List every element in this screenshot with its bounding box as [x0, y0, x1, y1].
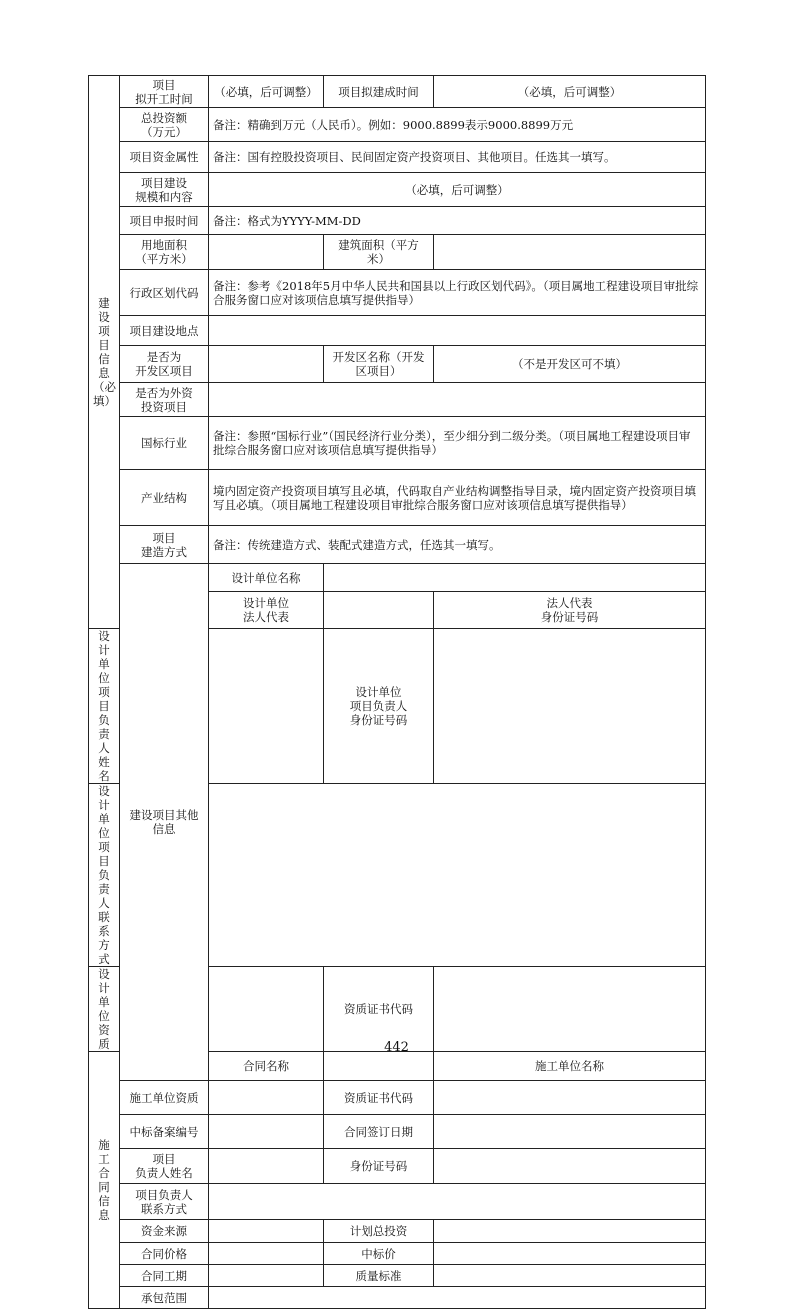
section-project-info [89, 76, 120, 629]
build-mode-field[interactable]: 备注：传统建造方式、装配式建造方式，任选其一填写。 [209, 526, 706, 564]
contract-price-field[interactable] [209, 1243, 324, 1265]
structure-field[interactable]: 境内固定资产投资项目填写且必填，代码取自产业结构调整指导目录，境内固定资产投资项目填写且必填。（项目属地工程建设项目审批综合服务窗口应对该项信息填写提供指导） [209, 470, 706, 526]
bid-record-label: 中标备案编号 [120, 1115, 209, 1149]
section-design-info [120, 564, 209, 1081]
fund-source-field[interactable] [209, 1220, 324, 1243]
apply-time-field[interactable]: 备注：格式为YYYY-MM-DD [209, 207, 706, 235]
foreign-label: 是否为外资 投资项目 [120, 383, 209, 417]
design-manager-contact-field[interactable] [209, 784, 706, 967]
design-manager-id-label: 设计单位 项目负责人 身份证号码 [324, 629, 434, 784]
dev-zone-label: 是否为 开发区项目 [120, 346, 209, 383]
location-label: 项目建设地点 [120, 316, 209, 346]
contract-name-label: 合同名称 [209, 1052, 324, 1081]
design-unit-name-field[interactable] [324, 564, 706, 592]
contract-price-label: 合同价格 [120, 1243, 209, 1265]
industry-field[interactable]: 备注：参照“国标行业”（国民经济行业分类），至少细分到二级分类。（项目属地工程建设项目审批综合服务窗口应对该项信息填写提供指导） [209, 417, 706, 470]
quality-field[interactable] [434, 1265, 706, 1287]
contract-name-field[interactable] [324, 1052, 434, 1081]
fund-source-label: 资金来源 [120, 1220, 209, 1243]
dev-zone-field[interactable] [209, 346, 324, 383]
land-area-label: 用地面积 （平方米） [120, 235, 209, 270]
contract-cert-code-label: 资质证书代码 [324, 1081, 434, 1115]
builder-qual-field[interactable] [209, 1081, 324, 1115]
bid-price-label: 中标价 [324, 1243, 434, 1265]
section-contract-info-label: 施工合同信息 [98, 1138, 110, 1222]
dev-zone-name-label: 开发区名称（开发 区项目） [324, 346, 434, 383]
fund-attr-label: 项目资金属性 [120, 142, 209, 173]
fund-attr-field[interactable]: 备注：国有控股投资项目、民间固定资产投资项目、其他项目。任选其一填写。 [209, 142, 706, 173]
scope-label: 承包范围 [120, 1287, 209, 1309]
land-area-field[interactable] [209, 235, 324, 270]
contract-manager-name-field[interactable] [209, 1149, 324, 1184]
industry-label: 国标行业 [120, 417, 209, 470]
contract-manager-name-label: 项目 负责人姓名 [120, 1149, 209, 1184]
planned-invest-field[interactable] [434, 1220, 706, 1243]
builder-name-label: 施工单位名称 [434, 1052, 706, 1081]
dev-zone-name-field[interactable]: （不是开发区可不填） [434, 346, 706, 383]
scale-label: 项目建设 规模和内容 [120, 173, 209, 207]
start-time-label: 项目 拟开工时间 [120, 76, 209, 108]
sign-date-label: 合同签订日期 [324, 1115, 434, 1149]
builder-qual-label: 施工单位资质 [120, 1081, 209, 1115]
design-qualification-label: 设计单位资质 [89, 967, 120, 1052]
sign-date-field[interactable] [434, 1115, 706, 1149]
planned-invest-label: 计划总投资 [324, 1220, 434, 1243]
quality-label: 质量标准 [324, 1265, 434, 1287]
project-info-form [88, 75, 706, 1309]
section-design-info-label: 建设项目其他信息 [129, 808, 199, 836]
design-manager-id-field[interactable] [434, 629, 706, 784]
contract-id-number-label: 身份证号码 [324, 1149, 434, 1184]
building-area-field[interactable] [434, 235, 706, 270]
start-time-field[interactable]: （必填，后可调整） [209, 76, 324, 108]
end-time-label: 项目拟建成时间 [324, 76, 434, 108]
investment-field[interactable]: 备注：精确到万元（人民币）。例如：9000.8899表示9000.8899万元 [209, 108, 706, 142]
section-project-info-label: 建设项目信息（必填） [93, 296, 116, 408]
page-number: 442 [384, 1040, 409, 1055]
contract-period-label: 合同工期 [120, 1265, 209, 1287]
design-unit-name-label: 设计单位名称 [209, 564, 324, 592]
scale-field[interactable]: （必填，后可调整） [209, 173, 706, 207]
contract-manager-contact-label: 项目负责人 联系方式 [120, 1184, 209, 1220]
design-cert-code-field[interactable] [434, 967, 706, 1052]
design-legal-id-label: 法人代表 身份证号码 [434, 592, 706, 629]
contract-period-field[interactable] [209, 1265, 324, 1287]
build-mode-label: 项目 建造方式 [120, 526, 209, 564]
scope-field[interactable] [209, 1287, 706, 1309]
building-area-label: 建筑面积（平方 米） [324, 235, 434, 270]
section-contract-info [89, 1052, 120, 1309]
apply-time-label: 项目申报时间 [120, 207, 209, 235]
design-legal-rep-field[interactable] [324, 592, 434, 629]
contract-cert-code-field[interactable] [434, 1081, 706, 1115]
region-code-label: 行政区划代码 [120, 270, 209, 316]
end-time-field[interactable]: （必填，后可调整） [434, 76, 706, 108]
design-manager-name-field[interactable] [209, 629, 324, 784]
design-manager-contact-label: 设计单位 项目负责人 联系方式 [89, 784, 120, 967]
bid-record-field[interactable] [209, 1115, 324, 1149]
contract-manager-contact-field[interactable] [209, 1184, 706, 1220]
design-cert-code-label: 资质证书代码 [324, 967, 434, 1052]
design-manager-name-label: 设计单位 项目负责人 姓名 [89, 629, 120, 784]
bid-price-field[interactable] [434, 1243, 706, 1265]
design-qualification-field[interactable] [209, 967, 324, 1052]
structure-label: 产业结构 [120, 470, 209, 526]
location-field[interactable] [209, 316, 706, 346]
investment-label: 总投资额 （万元） [120, 108, 209, 142]
contract-id-number-field[interactable] [434, 1149, 706, 1184]
foreign-field[interactable] [209, 383, 706, 417]
design-legal-rep-label: 设计单位 法人代表 [209, 592, 324, 629]
region-code-field[interactable]: 备注：参考《2018年5月中华人民共和国县以上行政区划代码》。（项目属地工程建设项目审批综合服务窗口应对该项信息填写提供指导） [209, 270, 706, 316]
